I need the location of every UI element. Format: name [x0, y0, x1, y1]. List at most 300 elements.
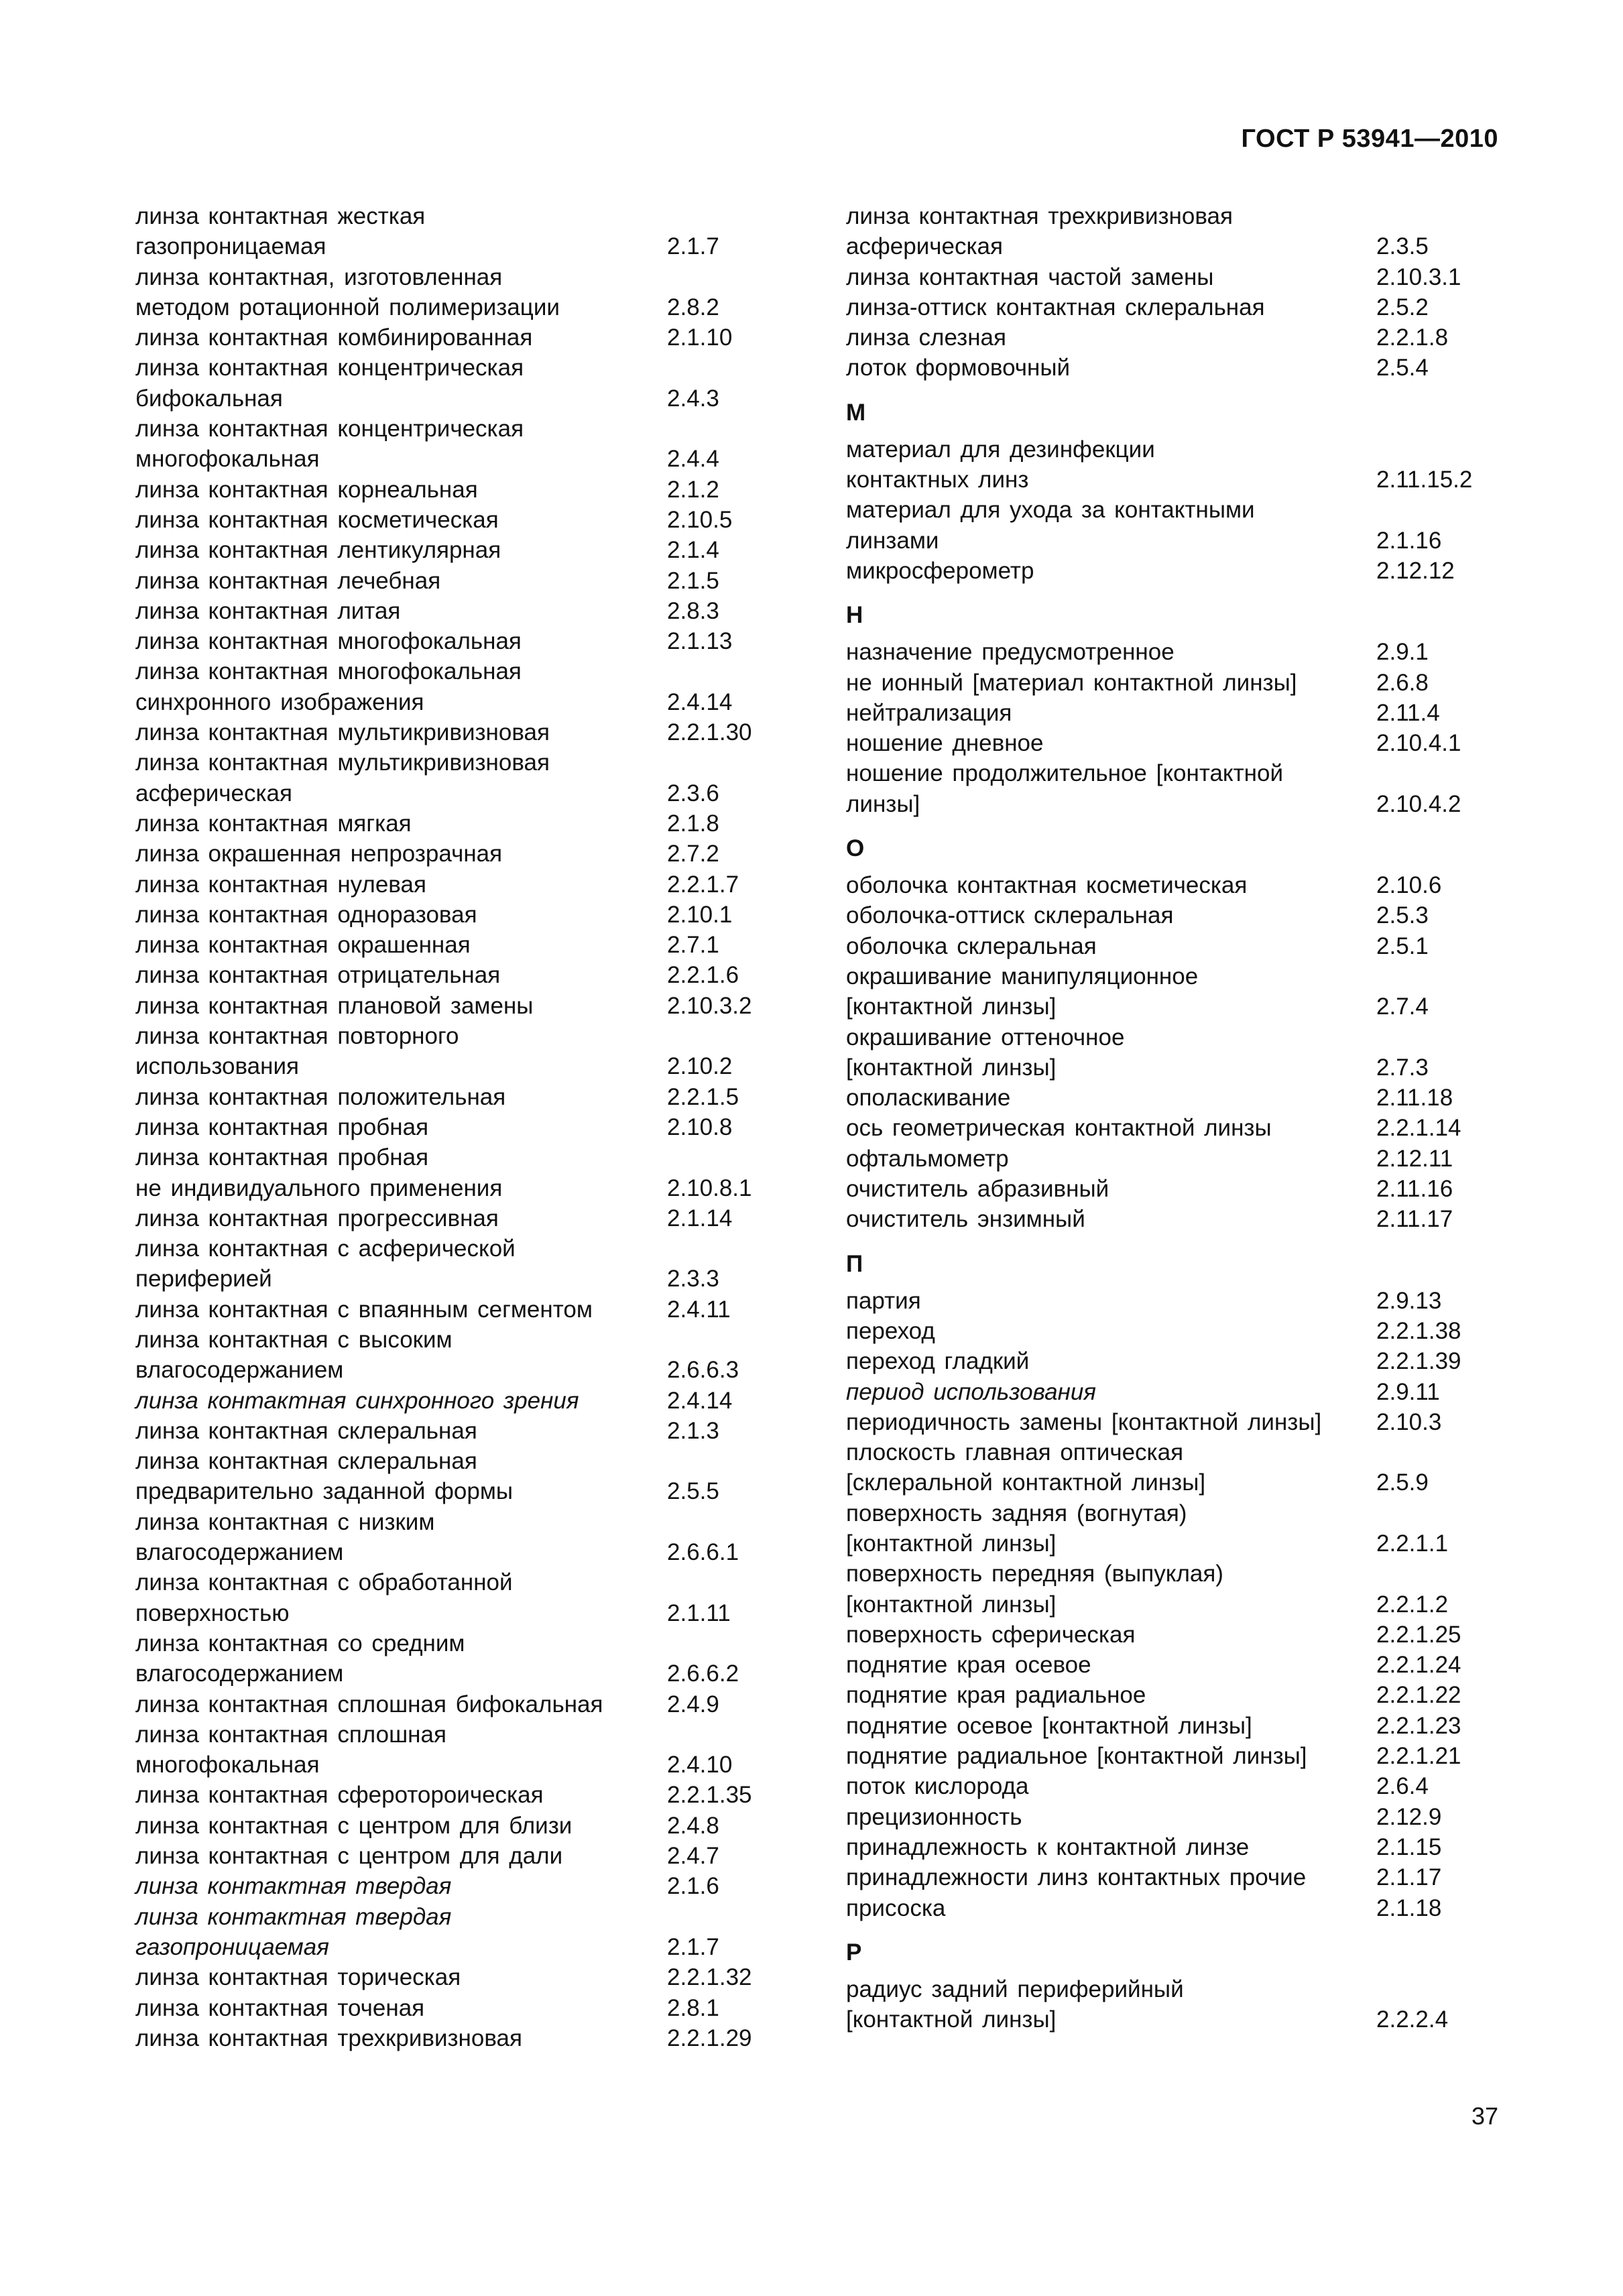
- index-section-number: 2.1.4: [667, 537, 719, 564]
- index-term: линза контактная мультикривизновая: [135, 719, 550, 746]
- index-entry: [846, 931, 1516, 961]
- index-entry: [135, 292, 779, 322]
- index-entry: [846, 870, 1516, 900]
- index-term: линзы]: [846, 790, 920, 817]
- index-section-number: 2.5.4: [1376, 355, 1429, 381]
- index-entry: [846, 292, 1516, 322]
- index-section-number: 2.5.2: [1376, 294, 1429, 320]
- index-section-number: 2.5.9: [1376, 1469, 1429, 1496]
- index-section-number: 2.7.3: [1376, 1054, 1429, 1081]
- index-letter-heading: М: [846, 399, 866, 426]
- index-term: ношение продолжительное [контактной: [846, 760, 1284, 787]
- index-section-number: 2.1.10: [667, 324, 733, 351]
- index-entry: [135, 1537, 779, 1567]
- document-header: ГОСТ Р 53941—2010: [1241, 125, 1498, 153]
- index-section-number: 2.2.1.1: [1376, 1530, 1449, 1557]
- index-entry: [135, 656, 779, 686]
- index-term: плоскость главная оптическая: [846, 1439, 1184, 1466]
- index-section-number: 2.5.1: [1376, 932, 1429, 959]
- index-section-number: 2.10.5: [667, 506, 733, 533]
- index-section-number: 2.4.4: [667, 446, 719, 473]
- index-section-number: 2.10.3: [1376, 1408, 1442, 1435]
- index-term: офтальмометр: [846, 1145, 1009, 1172]
- index-term: поднятие края радиальное: [846, 1682, 1146, 1709]
- index-term: поднятие осевое [контактной линзы]: [846, 1712, 1252, 1739]
- index-entry: [135, 1962, 779, 1992]
- index-term: влагосодержанием: [135, 1357, 344, 1384]
- index-entry: [135, 322, 779, 353]
- index-section-number: 2.10.6: [1376, 872, 1442, 899]
- index-term: поверхность сферическая: [846, 1621, 1136, 1648]
- index-term: не ионный [материал контактной линзы]: [846, 669, 1297, 696]
- index-entry: [846, 353, 1516, 383]
- index-entry: [846, 1862, 1516, 1892]
- index-section-number: 2.8.2: [667, 294, 719, 320]
- index-entry: [846, 1286, 1516, 1316]
- index-entry: [135, 839, 779, 869]
- index-term: [контактной линзы]: [846, 2006, 1057, 2033]
- index-entry: [846, 556, 1516, 586]
- index-section-number: 2.10.3.1: [1376, 263, 1461, 290]
- index-entry: [846, 201, 1516, 231]
- index-term: линза контактная трехкривизновая: [135, 2025, 522, 2051]
- index-entry: [846, 789, 1516, 819]
- index-entry: [846, 1589, 1516, 1620]
- index-term: предварительно заданной формы: [135, 1478, 514, 1505]
- index-letter-heading: Р: [846, 1939, 862, 1966]
- index-section-number: 2.1.11: [667, 1599, 731, 1626]
- index-entry: [846, 1204, 1516, 1234]
- index-term: присоска: [846, 1894, 946, 1921]
- index-section-number: 2.1.15: [1376, 1833, 1442, 1860]
- index-entry: [846, 1083, 1516, 1113]
- index-term: линза контактная многофокальная: [135, 658, 522, 685]
- index-section-number: 2.6.8: [1376, 669, 1429, 696]
- page-number: 37: [1471, 2102, 1498, 2130]
- index-section-number: 2.2.1.5: [667, 1083, 739, 1110]
- index-section-number: 2.6.6.1: [667, 1539, 739, 1566]
- index-term: [контактной линзы]: [846, 1054, 1057, 1081]
- index-entry: [135, 1507, 779, 1537]
- index-term: партия: [846, 1287, 921, 1314]
- index-term: прецизионность: [846, 1803, 1022, 1830]
- index-term: линза контактная торическая: [135, 1964, 461, 1991]
- index-term: линза контактная с впаянным сегментом: [135, 1296, 593, 1323]
- index-term: ношение дневное: [846, 730, 1044, 757]
- index-section-number: 2.3.6: [667, 780, 719, 806]
- index-section-number: 2.1.14: [667, 1205, 733, 1231]
- index-entry: [846, 1893, 1516, 1923]
- index-section-number: 2.8.1: [667, 1994, 719, 2021]
- index-term: линза контактная с центром для близи: [135, 1812, 573, 1839]
- index-term: линза контактная лентикулярная: [135, 537, 501, 564]
- index-entry: [135, 1902, 779, 1932]
- index-term: линза контактная прогрессивная: [135, 1205, 499, 1231]
- index-section-number: 2.2.1.38: [1376, 1317, 1461, 1344]
- index-section-number: 2.10.1: [667, 901, 733, 928]
- index-term: линзами: [846, 527, 939, 554]
- index-term: линза-оттиск контактная склеральная: [846, 294, 1265, 320]
- index-section-number: 2.8.3: [667, 597, 719, 624]
- index-section-number: 2.10.8: [667, 1113, 733, 1140]
- index-term: линза контактная положительная: [135, 1083, 506, 1110]
- index-section-number: 2.11.4: [1376, 699, 1440, 726]
- index-term: принадлежности линз контактных прочие: [846, 1864, 1307, 1891]
- index-term: оболочка-оттиск склеральная: [846, 902, 1174, 929]
- index-entry: [135, 1780, 779, 1810]
- index-term: оболочка склеральная: [846, 932, 1097, 959]
- index-entry: [846, 434, 1516, 465]
- index-term: не индивидуального применения: [135, 1174, 503, 1201]
- index-section-number: 2.2.1.23: [1376, 1712, 1461, 1739]
- index-term: синхронного изображения: [135, 688, 424, 715]
- index-section-number: 2.12.9: [1376, 1803, 1442, 1830]
- index-entry: [846, 2004, 1516, 2035]
- index-entry: [135, 869, 779, 900]
- index-term: линза контактная жесткая: [135, 203, 426, 229]
- index-entry: [846, 1022, 1516, 1052]
- index-term: линза контактная склеральная: [135, 1448, 477, 1475]
- index-entry: [846, 1144, 1516, 1174]
- index-section-number: 2.7.2: [667, 841, 719, 867]
- index-term: линза контактная нулевая: [135, 871, 426, 898]
- index-entry: [846, 1832, 1516, 1862]
- index-section-number: 2.2.1.22: [1376, 1682, 1461, 1709]
- index-entry: [135, 1355, 779, 1385]
- index-section-number: 2.2.1.24: [1376, 1652, 1461, 1679]
- index-section-number: 2.1.5: [667, 567, 719, 594]
- index-term: влагосодержанием: [135, 1539, 344, 1566]
- index-section-number: 2.1.6: [667, 1873, 719, 1900]
- index-entry: [846, 1528, 1516, 1559]
- index-entry: [135, 1325, 779, 1355]
- index-section-number: 2.10.4.1: [1376, 730, 1461, 757]
- index-term: газопроницаемая: [135, 1933, 329, 1960]
- index-term: поверхность задняя (вогнутая): [846, 1500, 1187, 1526]
- index-section-number: 2.11.17: [1376, 1206, 1453, 1233]
- index-term: линза контактная концентрическая: [135, 416, 524, 442]
- index-term: очиститель энзимный: [846, 1206, 1085, 1233]
- index-entry: [135, 1264, 779, 1294]
- index-entry: [135, 1567, 779, 1597]
- index-entry: [135, 1416, 779, 1446]
- index-section-number: 2.4.8: [667, 1812, 719, 1839]
- index-term: материал для ухода за контактными: [846, 497, 1255, 524]
- index-section-number: 2.5.5: [667, 1478, 719, 1505]
- index-entry: [135, 1051, 779, 1081]
- index-entry: [135, 1233, 779, 1264]
- index-term: окрашивание оттеночное: [846, 1024, 1125, 1050]
- index-term: поверхность передняя (выпуклая): [846, 1561, 1223, 1587]
- index-section-number: 2.1.8: [667, 810, 719, 837]
- index-entry: [846, 1316, 1516, 1346]
- index-entry: [135, 717, 779, 747]
- index-term: линза контактная частой замены: [846, 263, 1214, 290]
- index-entry: [135, 566, 779, 596]
- index-term: поднятие радиальное [контактной линзы]: [846, 1743, 1307, 1770]
- index-term: периодичность замены [контактной линзы]: [846, 1408, 1322, 1435]
- index-entry: [135, 626, 779, 656]
- index-term: радиус задний периферийный: [846, 1976, 1184, 2002]
- index-section-number: 2.1.17: [1376, 1864, 1442, 1891]
- index-term: многофокальная: [135, 1752, 320, 1778]
- index-entry: [846, 1620, 1516, 1650]
- index-entry: [135, 201, 779, 231]
- index-term: поток кислорода: [846, 1773, 1029, 1800]
- index-section-number: 2.2.1.7: [667, 871, 739, 898]
- index-section-number: 2.9.13: [1376, 1287, 1442, 1314]
- index-term: оболочка контактная косметическая: [846, 872, 1248, 899]
- index-term: линза слезная: [846, 324, 1006, 351]
- index-term: линза контактная склеральная: [135, 1417, 477, 1444]
- index-term: материал для дезинфекции: [846, 436, 1155, 463]
- index-term: линза контактная мультикривизновая: [135, 749, 550, 776]
- index-section-number: 2.2.1.30: [667, 719, 752, 746]
- index-term: использования: [135, 1053, 299, 1080]
- index-entry: [135, 1294, 779, 1325]
- index-entry: [846, 262, 1516, 292]
- index-section-number: 2.9.11: [1376, 1378, 1440, 1405]
- index-section-number: 2.10.3.2: [667, 992, 752, 1019]
- index-entry: [135, 1476, 779, 1506]
- index-term: линза контактная пробная: [135, 1113, 429, 1140]
- index-section-number: 2.3.5: [1376, 233, 1429, 260]
- index-term: линза контактная со средним: [135, 1630, 465, 1656]
- index-term: многофокальная: [135, 446, 320, 473]
- index-term: линза контактная одноразовая: [135, 901, 477, 928]
- index-term: микросферометр: [846, 557, 1034, 584]
- index-term: [контактной линзы]: [846, 1591, 1057, 1618]
- index-entry: [846, 1407, 1516, 1437]
- index-entry: [135, 1446, 779, 1476]
- index-entry: [846, 758, 1516, 788]
- index-entry: [135, 2023, 779, 2053]
- index-term: линза контактная трехкривизновая: [846, 203, 1233, 229]
- index-term: линза контактная концентрическая: [135, 355, 524, 381]
- index-term: асферическая: [846, 233, 1003, 260]
- index-section-number: 2.11.16: [1376, 1176, 1453, 1203]
- index-column-right: [846, 201, 1516, 2035]
- index-entry: [135, 960, 779, 990]
- index-section-number: 2.1.7: [667, 1933, 719, 1960]
- index-term: линза контактная с центром для дали: [135, 1843, 563, 1870]
- index-term: линза контактная с низким: [135, 1508, 435, 1535]
- index-section-number: 2.4.3: [667, 385, 719, 412]
- index-section-number: 2.2.1.35: [667, 1782, 752, 1809]
- index-term: линза контактная точеная: [135, 1994, 425, 2021]
- index-entry: [135, 808, 779, 839]
- index-entry: [846, 1559, 1516, 1589]
- index-entry: [846, 961, 1516, 991]
- index-entry: [846, 1052, 1516, 1083]
- index-term: линза контактная многофокальная: [135, 628, 522, 655]
- index-term: линза контактная окрашенная: [135, 932, 471, 959]
- index-section-number: 2.2.1.6: [667, 962, 739, 989]
- index-term: линза контактная, изготовленная: [135, 263, 503, 290]
- index-section-number: 2.1.16: [1376, 527, 1442, 554]
- index-entry: [846, 1174, 1516, 1204]
- index-section-number: 2.4.11: [667, 1296, 731, 1323]
- index-section-number: 2.10.8.1: [667, 1174, 752, 1201]
- index-entry: [135, 414, 779, 444]
- index-entry: [135, 596, 779, 626]
- index-term: линза контактная твердая: [135, 1873, 452, 1900]
- index-entry: [135, 1750, 779, 1780]
- index-entry: [846, 698, 1516, 728]
- index-entry: [846, 637, 1516, 667]
- index-section-number: 2.2.1.25: [1376, 1621, 1461, 1648]
- index-term: линза контактная корнеальная: [135, 476, 478, 503]
- index-term: линза контактная сплошная бифокальная: [135, 1691, 603, 1717]
- index-term: ополаскивание: [846, 1085, 1011, 1111]
- index-entry: [135, 1719, 779, 1750]
- index-term: нейтрализация: [846, 699, 1012, 726]
- index-section-number: 2.6.6.2: [667, 1660, 739, 1687]
- index-term: принадлежность к контактной линзе: [846, 1833, 1250, 1860]
- index-term: [контактной линзы]: [846, 1530, 1057, 1557]
- index-section-number: 2.7.4: [1376, 993, 1429, 1020]
- index-section-number: 2.2.1.32: [667, 1964, 752, 1991]
- index-term: окрашивание манипуляционное: [846, 963, 1199, 989]
- index-entry: [135, 353, 779, 383]
- index-term: влагосодержанием: [135, 1660, 344, 1687]
- index-section-number: 2.10.2: [667, 1053, 733, 1080]
- index-term: линза контактная синхронного зрения: [135, 1387, 579, 1414]
- index-section-number: 2.4.10: [667, 1752, 733, 1778]
- index-term: линза контактная повторного: [135, 1023, 459, 1050]
- index-section-number: 2.10.4.2: [1376, 790, 1461, 817]
- index-entry: [846, 1771, 1516, 1801]
- index-entry: [135, 1203, 779, 1233]
- index-section-number: 2.1.18: [1376, 1894, 1442, 1921]
- index-entry: [846, 1974, 1516, 2004]
- index-entry: [135, 1932, 779, 1962]
- index-section-number: 2.2.1.14: [1376, 1115, 1461, 1142]
- index-entry: [135, 778, 779, 808]
- index-entry: [135, 535, 779, 565]
- index-term: линза контактная сферотороическая: [135, 1782, 544, 1809]
- index-section-number: 2.11.18: [1376, 1085, 1453, 1111]
- index-entry: [846, 1377, 1516, 1407]
- index-section-number: 2.12.11: [1376, 1145, 1453, 1172]
- index-section-number: 2.5.3: [1376, 902, 1429, 929]
- index-section-number: 2.2.2.4: [1376, 2006, 1449, 2033]
- index-entry: [846, 1467, 1516, 1498]
- index-section-number: 2.2.1.21: [1376, 1743, 1461, 1770]
- index-term: поверхностью: [135, 1599, 290, 1626]
- index-entry: [846, 465, 1516, 495]
- index-section-number: 2.1.7: [667, 233, 719, 260]
- index-term: лоток формовочный: [846, 355, 1071, 381]
- index-term: переход гладкий: [846, 1348, 1030, 1375]
- index-letter-heading: П: [846, 1250, 863, 1277]
- index-entry: [846, 1741, 1516, 1771]
- index-term: переход: [846, 1317, 935, 1344]
- index-section-number: 2.2.1.8: [1376, 324, 1449, 351]
- index-entry: [846, 1346, 1516, 1376]
- index-term: линза контактная пробная: [135, 1144, 429, 1171]
- index-entry: [846, 991, 1516, 1022]
- index-entry: [135, 1841, 779, 1871]
- index-letter-heading: О: [846, 835, 865, 862]
- index-term: линза контактная комбинированная: [135, 324, 533, 351]
- index-entry: [135, 1658, 779, 1689]
- index-term: ось геометрическая контактной линзы: [846, 1115, 1272, 1142]
- index-entry: [846, 668, 1516, 698]
- index-term: линза контактная твердая: [135, 1903, 452, 1930]
- index-term: контактных линз: [846, 467, 1029, 493]
- index-entry: [135, 991, 779, 1021]
- index-term: методом ротационной полимеризации: [135, 294, 560, 320]
- index-entry: [135, 1598, 779, 1628]
- index-section-number: 2.4.9: [667, 1691, 719, 1717]
- index-entry: [135, 1386, 779, 1416]
- index-entry: [846, 526, 1516, 556]
- index-entry: [135, 1628, 779, 1658]
- index-term: линза контактная литая: [135, 597, 401, 624]
- index-section-number: 2.3.3: [667, 1266, 719, 1292]
- index-entry: [135, 1142, 779, 1172]
- index-entry: [135, 1173, 779, 1203]
- index-entry: [135, 900, 779, 930]
- index-section-number: 2.12.12: [1376, 557, 1455, 584]
- index-entry: [846, 1113, 1516, 1143]
- index-section-number: 2.6.6.3: [667, 1357, 739, 1384]
- index-term: линза контактная мягкая: [135, 810, 412, 837]
- index-term: поднятие края осевое: [846, 1652, 1091, 1679]
- index-term: очиститель абразивный: [846, 1176, 1109, 1203]
- index-term: газопроницаемая: [135, 233, 326, 260]
- index-section-number: 2.6.4: [1376, 1773, 1429, 1800]
- index-term: период использования: [846, 1378, 1096, 1405]
- index-entry: [135, 262, 779, 292]
- index-section-number: 2.2.1.29: [667, 2025, 752, 2051]
- index-entry: [135, 1082, 779, 1112]
- index-entry: [135, 505, 779, 535]
- index-entry: [135, 475, 779, 505]
- index-letter-heading: Н: [846, 602, 863, 629]
- index-entry: [846, 1498, 1516, 1528]
- index-section-number: 2.9.1: [1376, 639, 1429, 666]
- index-section-number: 2.4.14: [667, 688, 733, 715]
- index-entry: [846, 1711, 1516, 1741]
- index-column-left: [135, 201, 779, 2053]
- index-entry: [135, 1021, 779, 1051]
- index-entry: [135, 1871, 779, 1901]
- index-entry: [135, 444, 779, 474]
- index-term: [склеральной контактной линзы]: [846, 1469, 1206, 1496]
- index-section-number: 2.2.1.39: [1376, 1348, 1461, 1375]
- index-term: линза контактная косметическая: [135, 506, 499, 533]
- index-entry: [135, 1811, 779, 1841]
- index-section-number: 2.11.15.2: [1376, 467, 1473, 493]
- index-term: линза контактная сплошная: [135, 1721, 446, 1748]
- index-entry: [846, 322, 1516, 353]
- index-term: бифокальная: [135, 385, 283, 412]
- index-term: линза контактная с высоким: [135, 1326, 453, 1353]
- index-term: линза контактная с асферической: [135, 1235, 516, 1262]
- index-section-number: 2.1.2: [667, 476, 719, 503]
- index-entry: [135, 231, 779, 261]
- index-section-number: 2.1.3: [667, 1417, 719, 1444]
- index-term: периферией: [135, 1266, 272, 1292]
- index-entry: [846, 900, 1516, 930]
- index-term: назначение предусмотренное: [846, 639, 1175, 666]
- index-entry: [846, 1650, 1516, 1680]
- index-section-number: 2.2.1.2: [1376, 1591, 1449, 1618]
- index-term: линза контактная отрицательная: [135, 962, 501, 989]
- index-term: [контактной линзы]: [846, 993, 1057, 1020]
